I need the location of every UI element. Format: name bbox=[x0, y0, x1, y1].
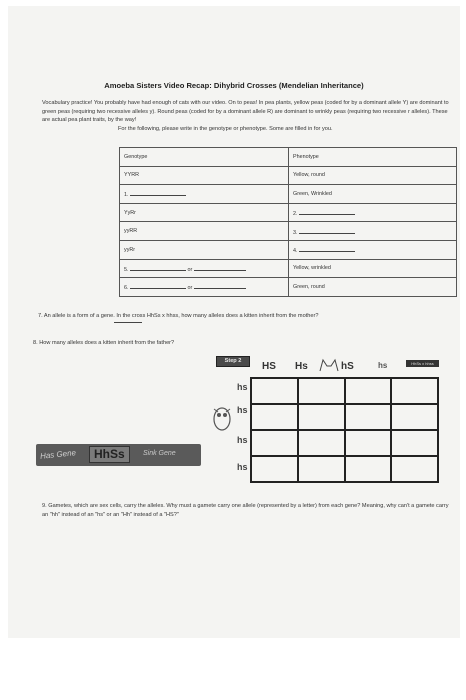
table-row bbox=[120, 185, 457, 204]
row-allele-2: hs bbox=[237, 405, 248, 415]
banner-right-text: Sink Gene bbox=[143, 450, 176, 457]
table-row bbox=[120, 259, 457, 278]
banner-left-text: Has Gene bbox=[39, 448, 77, 461]
phenotype-cell[interactable] bbox=[289, 222, 457, 241]
item-number: 3. bbox=[293, 229, 298, 236]
answer-blank[interactable] bbox=[299, 227, 355, 234]
item-number: 4. bbox=[293, 248, 298, 255]
genotype-phenotype-table bbox=[119, 147, 457, 297]
col-allele-1: HS bbox=[262, 361, 276, 372]
or-text: or bbox=[187, 266, 193, 273]
punnett-square bbox=[250, 377, 439, 483]
genotype-cell[interactable] bbox=[120, 278, 289, 297]
punnett-cell[interactable] bbox=[251, 430, 298, 456]
genotype-cell[interactable] bbox=[120, 259, 289, 278]
phenotype-cell[interactable] bbox=[289, 203, 457, 222]
owl-cartoon-icon bbox=[211, 403, 233, 433]
intro-paragraph bbox=[42, 99, 452, 133]
punnett-cell[interactable] bbox=[345, 430, 392, 456]
item-number: 2. bbox=[293, 211, 298, 218]
table-header-row bbox=[120, 148, 457, 167]
answer-blank[interactable] bbox=[194, 282, 246, 289]
table-row bbox=[120, 166, 457, 185]
item-number: 1. bbox=[124, 192, 129, 199]
punnett-cell[interactable] bbox=[251, 456, 298, 482]
question-8: 8. How many alleles does a kitten inherit from the father? bbox=[33, 340, 175, 346]
header-genotype: Genotype bbox=[120, 148, 289, 167]
cat-ears-icon bbox=[318, 358, 340, 372]
punnett-cell[interactable] bbox=[298, 456, 345, 482]
punnett-cell[interactable] bbox=[391, 404, 438, 430]
table-row bbox=[120, 240, 457, 259]
answer-blank[interactable] bbox=[130, 189, 186, 196]
punnett-cell[interactable] bbox=[298, 378, 345, 404]
row-allele-3: hs bbox=[237, 435, 248, 445]
genotype-cell: yyRR bbox=[120, 222, 289, 241]
table-row bbox=[120, 278, 457, 297]
banner-genotype: HhSs bbox=[89, 446, 130, 463]
cross-label-badge: HhSs x hhss bbox=[406, 360, 439, 367]
col-allele-3: hS bbox=[341, 361, 354, 372]
punnett-cell[interactable] bbox=[298, 404, 345, 430]
row-allele-4: hs bbox=[237, 462, 248, 472]
answer-blank[interactable] bbox=[130, 264, 186, 271]
punnett-cell[interactable] bbox=[298, 430, 345, 456]
worksheet-page bbox=[8, 6, 460, 638]
punnett-cell[interactable] bbox=[391, 430, 438, 456]
instruction-text: For the following, please write in the genotype or phenotype. Some are filled in for you. bbox=[118, 125, 333, 132]
table-row bbox=[120, 203, 457, 222]
punnett-cell[interactable] bbox=[345, 456, 392, 482]
phenotype-cell[interactable] bbox=[289, 240, 457, 259]
genotype-cell: YYRR bbox=[120, 166, 289, 185]
question-9: 9. Gametes, which are sex cells, carry the alleles. Why must a gamete carry one allele (represented by a letter) from each gene? Meaning, why can't a gamete carry an "hh" instead of an "hs" or an "Hh" instead of a "HS?" bbox=[42, 503, 449, 518]
answer-blank[interactable] bbox=[299, 245, 355, 252]
answer-line-q7[interactable] bbox=[114, 322, 142, 323]
page-title: Amoeba Sisters Video Recap: Dihybrid Crosses (Mendelian Inheritance) bbox=[104, 81, 364, 90]
row-allele-1: hs bbox=[237, 382, 248, 392]
phenotype-cell: Green, Wrinkled bbox=[289, 185, 457, 204]
item-number: 6. bbox=[124, 285, 129, 292]
question-7: 7. An allele is a form of a gene. In the cross HhSs x hhss, how many alleles does a kitten inherit from the mother? bbox=[38, 313, 319, 319]
answer-blank[interactable] bbox=[194, 264, 246, 271]
punnett-cell[interactable] bbox=[391, 378, 438, 404]
item-number: 5. bbox=[124, 266, 129, 273]
punnett-cell[interactable] bbox=[391, 456, 438, 482]
col-allele-4: hs bbox=[378, 361, 388, 370]
intro-text: Vocabulary practice! You probably have had enough of cats with our video. On to peas! In pea plants, yellow peas (coded for by a dominant allele Y) are dominant to green peas (requiring two recessive alleles y). Round peas (coded for by a dominant allele R) are dominant to wrinkly peas (requiring two recessive r alleles). These are actual pea plant traits, by the way! bbox=[42, 100, 449, 124]
phenotype-cell: Green, round bbox=[289, 278, 457, 297]
col-allele-2: Hs bbox=[295, 361, 308, 372]
punnett-cell[interactable] bbox=[345, 378, 392, 404]
gene-banner bbox=[36, 444, 201, 466]
table-row bbox=[120, 222, 457, 241]
phenotype-cell: Yellow, wrinkled bbox=[289, 259, 457, 278]
answer-blank[interactable] bbox=[130, 282, 186, 289]
punnett-cell[interactable] bbox=[251, 404, 298, 430]
genotype-cell: YyRr bbox=[120, 203, 289, 222]
step-2-label: Step 2 bbox=[216, 356, 250, 367]
phenotype-cell: Yellow, round bbox=[289, 166, 457, 185]
answer-blank[interactable] bbox=[299, 208, 355, 215]
punnett-cell[interactable] bbox=[251, 378, 298, 404]
punnett-cell[interactable] bbox=[345, 404, 392, 430]
header-phenotype: Phenotype bbox=[289, 148, 457, 167]
genotype-cell[interactable] bbox=[120, 185, 289, 204]
or-text: or bbox=[187, 285, 193, 292]
genotype-cell: yyRr bbox=[120, 240, 289, 259]
